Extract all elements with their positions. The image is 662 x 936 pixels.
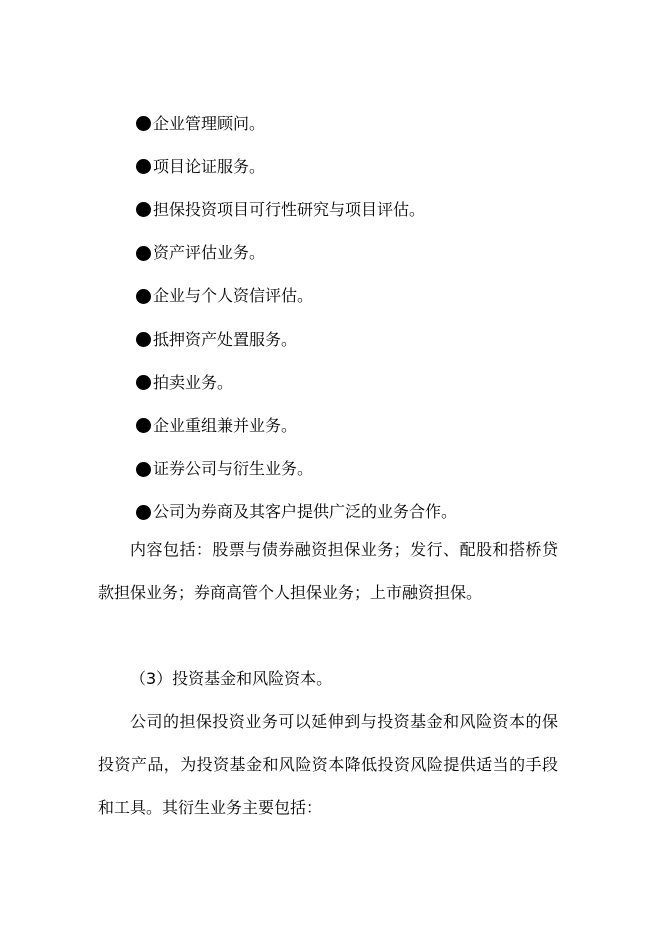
list-item bbox=[136, 448, 556, 491]
list-item-text: 抵押资产处置服务。 bbox=[153, 329, 298, 349]
list-item bbox=[136, 145, 556, 188]
bullet-icon bbox=[136, 462, 151, 477]
bullet-icon bbox=[136, 202, 151, 217]
bullet-list bbox=[136, 102, 556, 534]
list-item bbox=[136, 318, 556, 361]
bullet-icon bbox=[136, 505, 151, 520]
list-item-text: 担保投资项目可行性研究与项目评估。 bbox=[153, 199, 426, 219]
list-item-text: 项目论证服务。 bbox=[153, 156, 266, 176]
list-item bbox=[136, 102, 556, 145]
bullet-icon bbox=[136, 375, 151, 390]
list-item bbox=[136, 361, 556, 404]
list-item bbox=[136, 275, 556, 318]
list-item-text: 拍卖业务。 bbox=[153, 372, 234, 392]
list-item bbox=[136, 232, 556, 275]
bullet-icon bbox=[136, 246, 151, 261]
bullet-icon bbox=[136, 159, 151, 174]
bullet-icon bbox=[136, 289, 151, 304]
bullet-icon bbox=[136, 418, 151, 433]
list-item-text: 公司为券商及其客户提供广泛的业务合作。 bbox=[153, 502, 458, 522]
list-item bbox=[136, 404, 556, 447]
content-paragraph: 内容包括：股票与债券融资担保业务；发行、配股和搭桥贷款担保业务；券商高管个人担保业务；上市融资担保。 bbox=[98, 540, 558, 603]
list-item-text: 证券公司与衍生业务。 bbox=[153, 459, 314, 479]
list-item bbox=[136, 188, 556, 231]
section-heading: （3）投资基金和风险资本。 bbox=[130, 669, 333, 688]
list-item-text: 企业与个人资信评估。 bbox=[153, 286, 314, 306]
list-item-text: 企业管理顾问。 bbox=[153, 113, 266, 133]
fund-paragraph: 公司的担保投资业务可以延伸到与投资基金和风险资本的保投资产品，为投资基金和风险资本降低投资风险提供适当的手段和工具。其衍生业务主要包括： bbox=[98, 712, 558, 818]
bullet-icon bbox=[136, 332, 151, 347]
list-item-text: 企业重组兼并业务。 bbox=[153, 415, 298, 435]
list-item-text: 资产评估业务。 bbox=[153, 243, 266, 263]
bullet-icon bbox=[136, 116, 151, 131]
